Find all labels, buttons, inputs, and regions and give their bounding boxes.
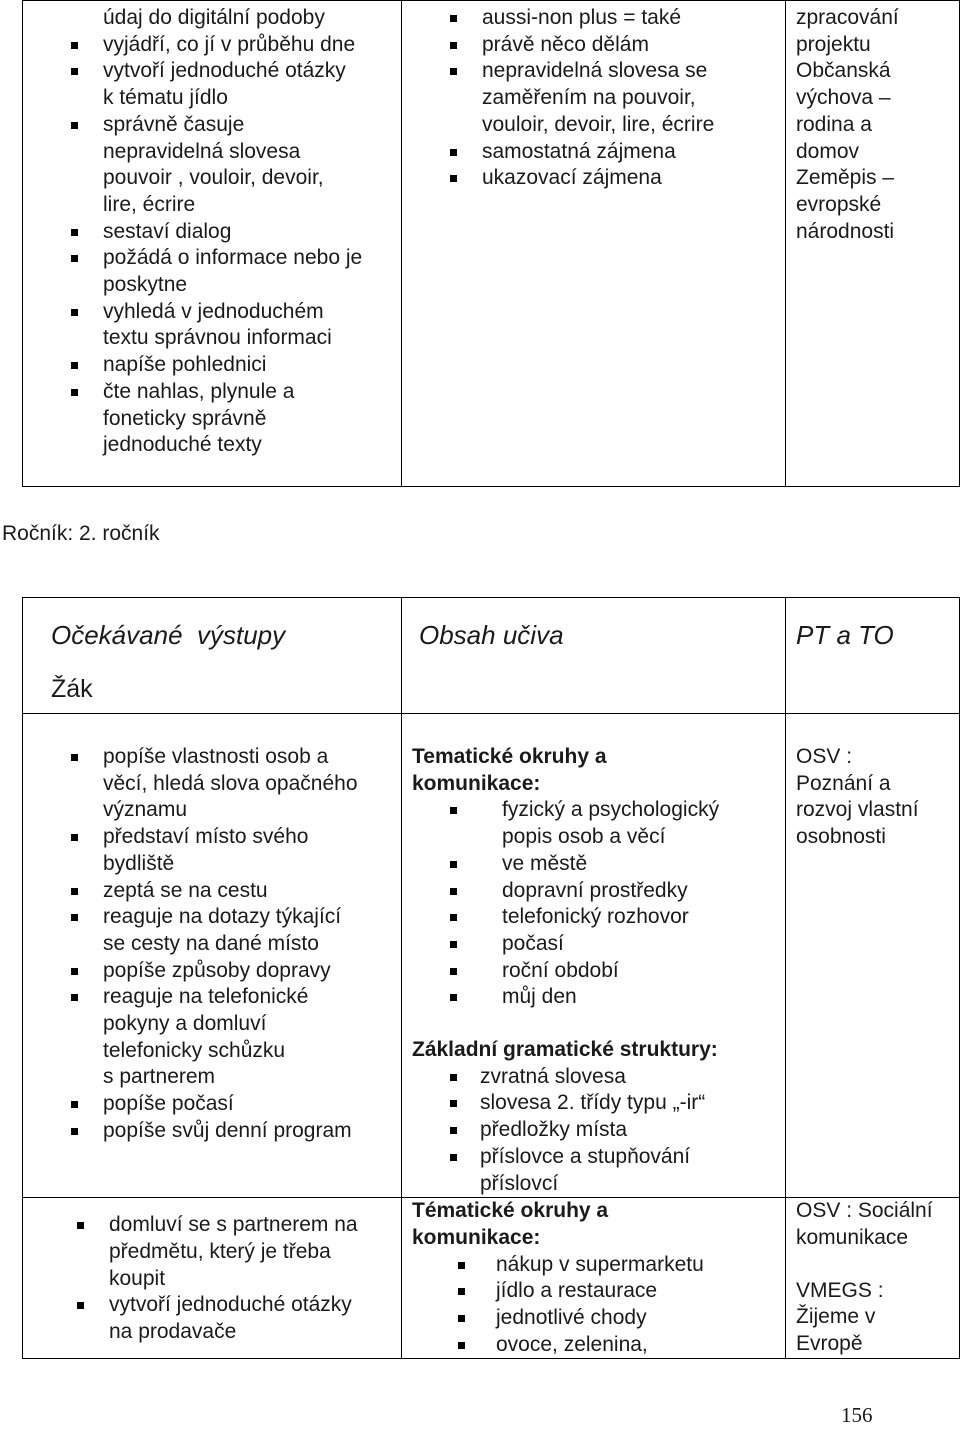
- osv-sep: :: [840, 745, 853, 768]
- list-item-continuation: významu: [103, 798, 188, 822]
- osv-social: : Sociální: [840, 1199, 933, 1223]
- list-item-continuation: na prodavače: [109, 1320, 237, 1344]
- row1-grammar-list: [450, 1064, 779, 1198]
- list-item: správně časuje: [71, 112, 395, 139]
- list-item: ovoce, zelenina,: [458, 1332, 779, 1359]
- list-item: popíše počasí: [71, 1091, 395, 1118]
- row1-crosscut-text: [796, 771, 953, 851]
- row2-vmegs: [796, 1278, 953, 1305]
- body-row-1: [23, 714, 960, 1198]
- header-content: [402, 598, 786, 714]
- crosscut-line: rodina a: [796, 112, 872, 136]
- osv-label: OSV: [796, 745, 841, 768]
- list-item: právě něco dělám: [450, 32, 779, 59]
- list-item-continuation: příslovcí: [480, 1171, 559, 1195]
- body-row-2: [23, 1198, 960, 1359]
- list-item: slovesa 2. třídy typu „-ir“: [450, 1090, 779, 1117]
- list-item: vytvoří jednoduché otázky: [77, 1292, 395, 1319]
- list-item-continuation: popis osob a věcí: [502, 825, 666, 849]
- list-item: jednotlivé chody: [458, 1305, 779, 1332]
- row1-content-list: [450, 797, 779, 1011]
- list-item: reaguje na dotazy týkající: [71, 904, 395, 931]
- list-item-continuation: lire, écrire: [103, 192, 196, 216]
- crosscut-line: projektu: [796, 32, 871, 56]
- heading-line: Tématické okruhy a: [412, 1199, 609, 1223]
- list-item-continuation: bydliště: [103, 851, 175, 875]
- row1-crosscut: [786, 714, 960, 1198]
- row1-osv: [796, 744, 953, 771]
- list-item: reaguje na telefonické: [71, 984, 395, 1011]
- list-item: jídlo a restaurace: [458, 1278, 779, 1305]
- list-item: telefonický rozhovor: [450, 904, 779, 931]
- header-row: [23, 598, 960, 714]
- row2-content-heading: [412, 1198, 779, 1251]
- list-item: čte nahlas, plynule a: [71, 379, 395, 406]
- list-item-continuation: věcí, hledá slova opačného: [103, 771, 358, 795]
- row2-vmegs-text: [796, 1304, 953, 1357]
- list-item: fyzický a psychologický: [450, 797, 779, 824]
- list-item: předložky místa: [450, 1117, 779, 1144]
- header-outputs: [23, 598, 402, 714]
- list-item: představí místo svého: [71, 824, 395, 851]
- list-item-continuation: koupit: [109, 1266, 166, 1290]
- vmegs-label: VMEGS: [796, 1278, 872, 1302]
- list-item: ve městě: [450, 851, 779, 878]
- content-cell: [402, 1, 786, 487]
- list-item-continuation: se cesty na dané místo: [103, 931, 319, 955]
- list-item: popíše vlastnosti osob a: [71, 744, 395, 771]
- row2-outputs: [23, 1198, 402, 1359]
- list-item: zvratná slovesa: [450, 1064, 779, 1091]
- crosscut-line: domov: [796, 139, 860, 163]
- crosscut-line: Zeměpis –: [796, 166, 895, 190]
- row2-content-list: [458, 1252, 779, 1359]
- heading-line: Tematické okruhy a: [412, 745, 607, 768]
- list-item: vytvoří jednoduché otázky: [71, 58, 395, 85]
- list-item-continuation: jednoduché texty: [103, 433, 262, 457]
- crosscut-line: rozvoj vlastní: [796, 798, 919, 822]
- heading-line: komunikace:: [412, 771, 541, 795]
- page-number: 156: [841, 1403, 873, 1427]
- list-item-continuation: poskytne: [103, 273, 188, 297]
- row2-crosscut: [786, 1198, 960, 1359]
- crosscut-line: výchova –: [796, 86, 891, 110]
- row2-osv-line2: komunikace: [796, 1225, 909, 1249]
- list-item: roční období: [450, 958, 779, 985]
- crosscut-line: národnosti: [796, 219, 895, 243]
- list-item-continuation: vouloir, devoir, lire, écrire: [482, 112, 715, 136]
- outputs-cell: [23, 1, 402, 487]
- crosscut-line: Evropě: [796, 1332, 863, 1356]
- list-item: aussi-non plus = také: [450, 5, 779, 32]
- list-item: vyjádří, co jí v průběhu dne: [71, 32, 395, 59]
- list-item: příslovce a stupňování: [450, 1144, 779, 1171]
- content-list: [450, 5, 779, 192]
- list-item: popíše způsoby dopravy: [71, 958, 395, 985]
- header-student: Žák: [51, 675, 93, 703]
- row2-outputs-list: [77, 1212, 395, 1346]
- heading-line: komunikace:: [412, 1225, 541, 1249]
- crosscut-line: osobnosti: [796, 825, 886, 849]
- list-item: domluví se s partnerem na: [77, 1212, 395, 1239]
- row1-content: [402, 714, 786, 1198]
- list-item-continuation: foneticky správně: [103, 406, 267, 430]
- crosscut-line: Poznání a: [796, 771, 891, 795]
- list-item: sestaví dialog: [71, 219, 395, 246]
- header-outputs-title: Očekávané výstupy: [51, 620, 286, 650]
- list-item-continuation: zaměřením na pouvoir,: [482, 86, 696, 110]
- list-item-continuation: pokyny a domluví: [103, 1012, 267, 1036]
- row2-osv: [796, 1198, 953, 1225]
- list-item: napíše pohlednici: [71, 352, 395, 379]
- list-item-continuation: pouvoir , vouloir, devoir,: [103, 166, 324, 190]
- row1-content-heading: [412, 744, 779, 797]
- list-item: můj den: [450, 984, 779, 1011]
- curriculum-table: [22, 597, 960, 1359]
- list-item: samostatná zájmena: [450, 139, 779, 166]
- list-item-continuation: nepravidelná slovesa: [103, 139, 301, 163]
- row1-outputs: [23, 714, 402, 1198]
- list-item: vyhledá v jednoduchém: [71, 299, 395, 326]
- osv-label-2: OSV: [796, 1199, 841, 1223]
- row1-grammar-heading: Základní gramatické struktury:: [412, 1038, 718, 1062]
- row1-outputs-list: [71, 744, 395, 1145]
- list-item: dopravní prostředky: [450, 878, 779, 905]
- list-item: počasí: [450, 931, 779, 958]
- list-item-continuation: s partnerem: [103, 1065, 216, 1089]
- list-item-continuation: telefonicky schůzku: [103, 1038, 286, 1062]
- curriculum-table-top: [22, 0, 960, 487]
- header-crosscut-title: PT a TO: [796, 620, 894, 650]
- list-item: zeptá se na cestu: [71, 878, 395, 905]
- crosscut-line: Žijeme v: [796, 1305, 876, 1329]
- list-item-continuation: k tématu jídlo: [103, 86, 228, 110]
- header-crosscut: [786, 598, 960, 714]
- list-item-continuation: textu správnou informaci: [103, 326, 332, 350]
- header-content-title: Obsah učiva: [419, 620, 564, 650]
- list-item: nepravidelná slovesa se: [450, 58, 779, 85]
- list-item: požádá o informace nebo je: [71, 245, 395, 272]
- crosscut-line: zpracování: [796, 6, 899, 29]
- crosscut-text: [796, 5, 953, 245]
- list-item-continuation: údaj do digitální podoby: [103, 6, 325, 29]
- list-item-continuation: předmětu, který je třeba: [109, 1239, 331, 1263]
- crosscut-line: evropské: [796, 192, 882, 216]
- list-item: popíše svůj denní program: [71, 1118, 395, 1145]
- row2-content: [402, 1198, 786, 1359]
- crosscut-line: Občanská: [796, 59, 891, 83]
- outputs-list: [71, 5, 395, 459]
- list-item: nákup v supermarketu: [458, 1252, 779, 1279]
- year-label: Ročník: 2. ročník: [2, 522, 160, 545]
- crosscut-cell: [786, 1, 960, 487]
- list-item: ukazovací zájmena: [450, 165, 779, 192]
- vmegs-sep: :: [871, 1278, 884, 1302]
